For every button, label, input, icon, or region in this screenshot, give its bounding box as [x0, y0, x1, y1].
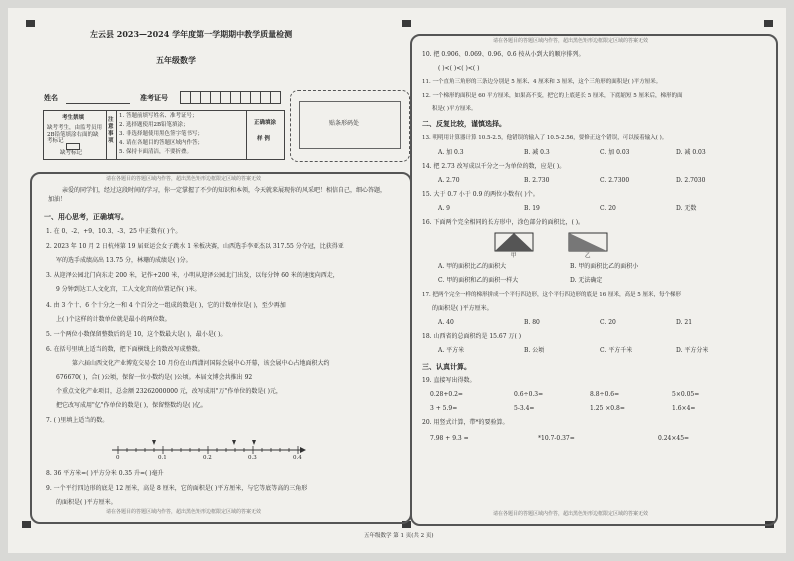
q18-option-a[interactable]: A. 平方米 — [438, 347, 465, 354]
question-20: 20. 用竖式计算，带*的要验算。 — [422, 419, 509, 426]
q18-option-d[interactable]: D. 平方分米 — [676, 347, 709, 354]
numberline-label: 0.3 — [248, 455, 257, 461]
numberline-label: 0.1 — [158, 455, 167, 461]
q16-option-b[interactable]: B. 甲的面积比乙的面积小 — [570, 263, 639, 270]
calc-item: 3 + 5.9= — [430, 405, 458, 412]
question-6-para: 个重点文化产业项目，总金额 23262000000 元，改写成用"万"作单位的数是( )元， — [56, 388, 282, 395]
calc-vertical-item: *10.7-0.37= — [538, 435, 575, 442]
q17-option-b[interactable]: B. 80 — [524, 319, 540, 326]
calc-item: 0.28+0.2= — [430, 391, 463, 398]
question-7: 7. ( )里填上适当的数。 — [46, 417, 109, 424]
figure-yi — [568, 232, 608, 252]
question-12: 12. 一个梯形的面积是 60 平方厘米，如果高不变，把它的上底延长 5 厘米，下底缩短 5 厘米后，梯形的面 — [422, 93, 683, 99]
registration-mark — [22, 521, 31, 528]
calc-item: 0.6÷0.3= — [514, 391, 544, 398]
figure-jia — [494, 232, 534, 252]
q18-option-c[interactable]: C. 平方千米 — [600, 347, 633, 354]
q15-option-c[interactable]: C. 20 — [600, 205, 616, 212]
exam-subject: 五年级数学 — [156, 55, 196, 65]
q14-option-a[interactable]: A. 2.70 — [438, 177, 460, 184]
section-3-heading: 三、认真计算。 — [422, 362, 471, 371]
question-16: 16. 下面两个完全相同的长方形中，涂色部分的面积比，( )。 — [422, 219, 585, 226]
barcode-area — [290, 90, 410, 162]
q14-option-d[interactable]: D. 2.7030 — [676, 177, 706, 184]
q15-option-b[interactable]: B. 19 — [524, 205, 540, 212]
question-6-para: 把它改写成用"亿"作单位的数是( )，保留整数约是( )亿。 — [56, 402, 207, 409]
panel-banner: 请在各题目的答题区域内作答，超出黑色矩形边框限定区域的答案无效 — [106, 176, 262, 182]
q13-option-a[interactable]: A. 加 0.3 — [438, 149, 464, 156]
question-14: 14. 把 2.73 改写成以千分之一为单位的数，应是( )。 — [422, 163, 566, 170]
instruction-line: 2. 选择题使用2B铅笔填涂； — [119, 122, 189, 128]
question-6: 6. 在括号里填上适当的数，把下面横线上的数改写成整数。 — [46, 346, 204, 353]
notice-table — [43, 110, 285, 160]
barcode-label: 贴条形码处 — [329, 120, 360, 127]
numberline-label: 0.4 — [293, 455, 302, 461]
registration-mark — [26, 20, 35, 27]
q13-option-b[interactable]: B. 减 0.3 — [524, 149, 550, 156]
section-2-heading: 二、反复比较，谨慎选择。 — [422, 119, 506, 128]
q18-option-b[interactable]: B. 公顷 — [524, 347, 545, 354]
panel-banner: 请在各题目的答题区域内作答，超出黑色矩形边框限定区域的答案无效 — [493, 511, 649, 517]
question-13: 13. 明明用计算器计算 10.5-2.5，他错误的输入了 10.5-2.56，要修正这个错误，可以接着输入( )。 — [422, 135, 668, 141]
q16-option-c[interactable]: C. 甲的面积和乙的面积一样大 — [438, 277, 519, 284]
calc-item: 1.25 ×0.8= — [590, 405, 625, 412]
calc-item: 8.8÷0.6= — [590, 391, 620, 398]
instruction-line: 3. 非选择题使用黑色签字笔书写； — [119, 131, 203, 137]
notice-body: 缺考考生，由监考员用2B铅笔填涂右面的缺考标记 — [47, 125, 103, 145]
name-label: 姓名 — [44, 93, 58, 102]
q17-option-c[interactable]: C. 20 — [600, 319, 616, 326]
q16-option-a[interactable]: A. 甲的面积比乙的面积大 — [438, 263, 507, 270]
question-9: 9. 一个平行四边形的底是 12 厘米，高是 8 厘米，它的面积是( )平方厘米，与它等底等高的三角形 — [46, 485, 308, 492]
figure-jia-label: 甲 — [511, 253, 517, 259]
question-17: 17. 把两个完全一样的梯形拼成一个平行四边形，这个平行四边形的底是 16 厘米，高是 5 厘米，每个梯形 — [422, 292, 681, 298]
exam-sheet — [8, 8, 786, 553]
question-11: 11. 一个直角三角形的三条边分别是 5 厘米、4 厘米和 3 厘米，这个三角形的面积是( )平方厘米。 — [422, 79, 662, 85]
intro-text: 亲爱的同学们，经过这段时间的学习，你一定掌握了不少的知识和本领，今天就来展现你的风采吧！相信自己，细心答题，加油！ — [48, 187, 387, 204]
question-5: 5. 一个两位小数保留整数后的是 10，这个数最大是( )，最小是( )。 — [46, 331, 227, 338]
q15-option-a[interactable]: A. 9 — [438, 205, 450, 212]
question-8: 8. 36 平方米=( )平方分米 0.35 升=( )毫升 — [46, 470, 164, 477]
q16-option-d[interactable]: D. 无法确定 — [570, 277, 603, 284]
figure-yi-label: 乙 — [585, 253, 591, 259]
question-19: 19. 直接写出得数。 — [422, 377, 476, 384]
question-15: 15. 大于 0.7 小于 0.9 的两位小数有( )个。 — [422, 191, 539, 198]
exam-no-label: 准考证号 — [140, 93, 168, 102]
instruction-line: 4. 请在各题目的答题区域内作答； — [119, 140, 203, 146]
q14-option-b[interactable]: B. 2.730 — [524, 177, 550, 184]
question-12-cont: 积是( )平方厘米。 — [432, 106, 477, 112]
q17-option-a[interactable]: A. 40 — [438, 319, 454, 326]
calc-item: 1.6×4= — [672, 405, 696, 412]
question-1: 1. 在 0、-2、+9、10.3、-3、25 中正数有( )个。 — [46, 228, 182, 235]
absent-mark-label: 缺考标记 — [60, 150, 83, 156]
q17-option-d[interactable]: D. 21 — [676, 319, 693, 326]
question-10-blanks: ( )<( )<( )<( ) — [438, 65, 480, 72]
fill-example-label: 正确填涂 — [254, 120, 277, 126]
question-2: 2. 2023 年 10 月 2 日杭州第 19 届亚运会女子跳水 1 米板决赛，山西选手李亚杰以 317.55 分夺冠，比获得亚 — [46, 243, 344, 250]
question-2-cont: 军的选手成绩高出 13.75 分，林珊的成绩是( )分。 — [56, 257, 192, 264]
q14-option-c[interactable]: C. 2.7300 — [600, 177, 630, 184]
numberline-label: 0.2 — [203, 455, 212, 461]
sample-label: 样 例 — [257, 136, 270, 142]
instructions-label: 注意事项 — [108, 117, 114, 145]
q13-option-c[interactable]: C. 加 0.03 — [600, 149, 630, 156]
question-3-cont: 9 分钟到达工人文化宫，工人文化宫的位置记作( )米。 — [56, 286, 201, 293]
question-10: 10. 把 0.906、0.069、0.96、0.6 按从小到大的顺序排列。 — [422, 51, 585, 58]
page-footer: 五年级数学 第 1 页(共 2 页) — [364, 533, 434, 539]
instruction-line: 5. 保持卡面清洁，不要折叠。 — [119, 149, 192, 155]
calc-item: 5-3.4= — [514, 405, 535, 412]
panel-banner: 请在各题目的答题区域内作答，超出黑色矩形边框限定区域的答案无效 — [106, 509, 262, 515]
registration-mark — [764, 20, 773, 27]
registration-mark — [402, 20, 411, 27]
calc-vertical-item: 7.98 + 9.3 = — [430, 435, 469, 442]
question-4-cont: 上( )个这样的计数单位就是最小的两位数。 — [56, 316, 171, 323]
question-18: 18. 山西省的总面积约是 15.67 万( ) — [422, 333, 522, 340]
question-9-cont: 的面积是( )平方厘米。 — [56, 499, 117, 506]
question-6-para: 676670( )，合( )公顷，保留一位小数约是( )公顷。本届文博会共推出 92 — [56, 374, 253, 381]
calc-item: 5×0.05= — [672, 391, 700, 398]
section-1-heading: 一、用心思考，正确填写。 — [44, 212, 128, 221]
q15-option-d[interactable]: D. 无数 — [676, 205, 697, 212]
exam-title: 左云县 2023—2024 学年度第一学期期中教学质量检测 — [90, 29, 293, 39]
calc-vertical-item: 0.24×45= — [658, 435, 690, 442]
question-4: 4. 由 3 个十、6 个十分之一和 4 个百分之一组成的数是( )，它的计数单位是( )，至少再加 — [46, 302, 286, 309]
question-6-para: 第六届山西文化产业博览交易会 10 月份在山西潇河国际会展中心开幕，该会展中心占地面积大约 — [72, 360, 330, 367]
question-3: 3. 从迎泽公园北门向东走 200 米，记作+200 米，小明从迎泽公园北门出发，以每分钟 60 米的速度向西走， — [46, 272, 339, 279]
exam-no-boxes[interactable] — [180, 91, 280, 104]
absent-mark-box[interactable] — [66, 143, 80, 150]
q13-option-d[interactable]: D. 减 0.03 — [676, 149, 706, 156]
notice-title: 考生禁填 — [62, 115, 85, 121]
numberline-label: 0 — [116, 455, 120, 461]
question-17-cont: 的面积是( )平方厘米。 — [432, 305, 493, 312]
panel-banner: 请在各题目的答题区域内作答，超出黑色矩形边框限定区域的答案无效 — [493, 38, 649, 44]
name-input[interactable] — [66, 103, 130, 104]
instruction-line: 1. 答题前填写姓名、准考证号； — [119, 113, 198, 119]
